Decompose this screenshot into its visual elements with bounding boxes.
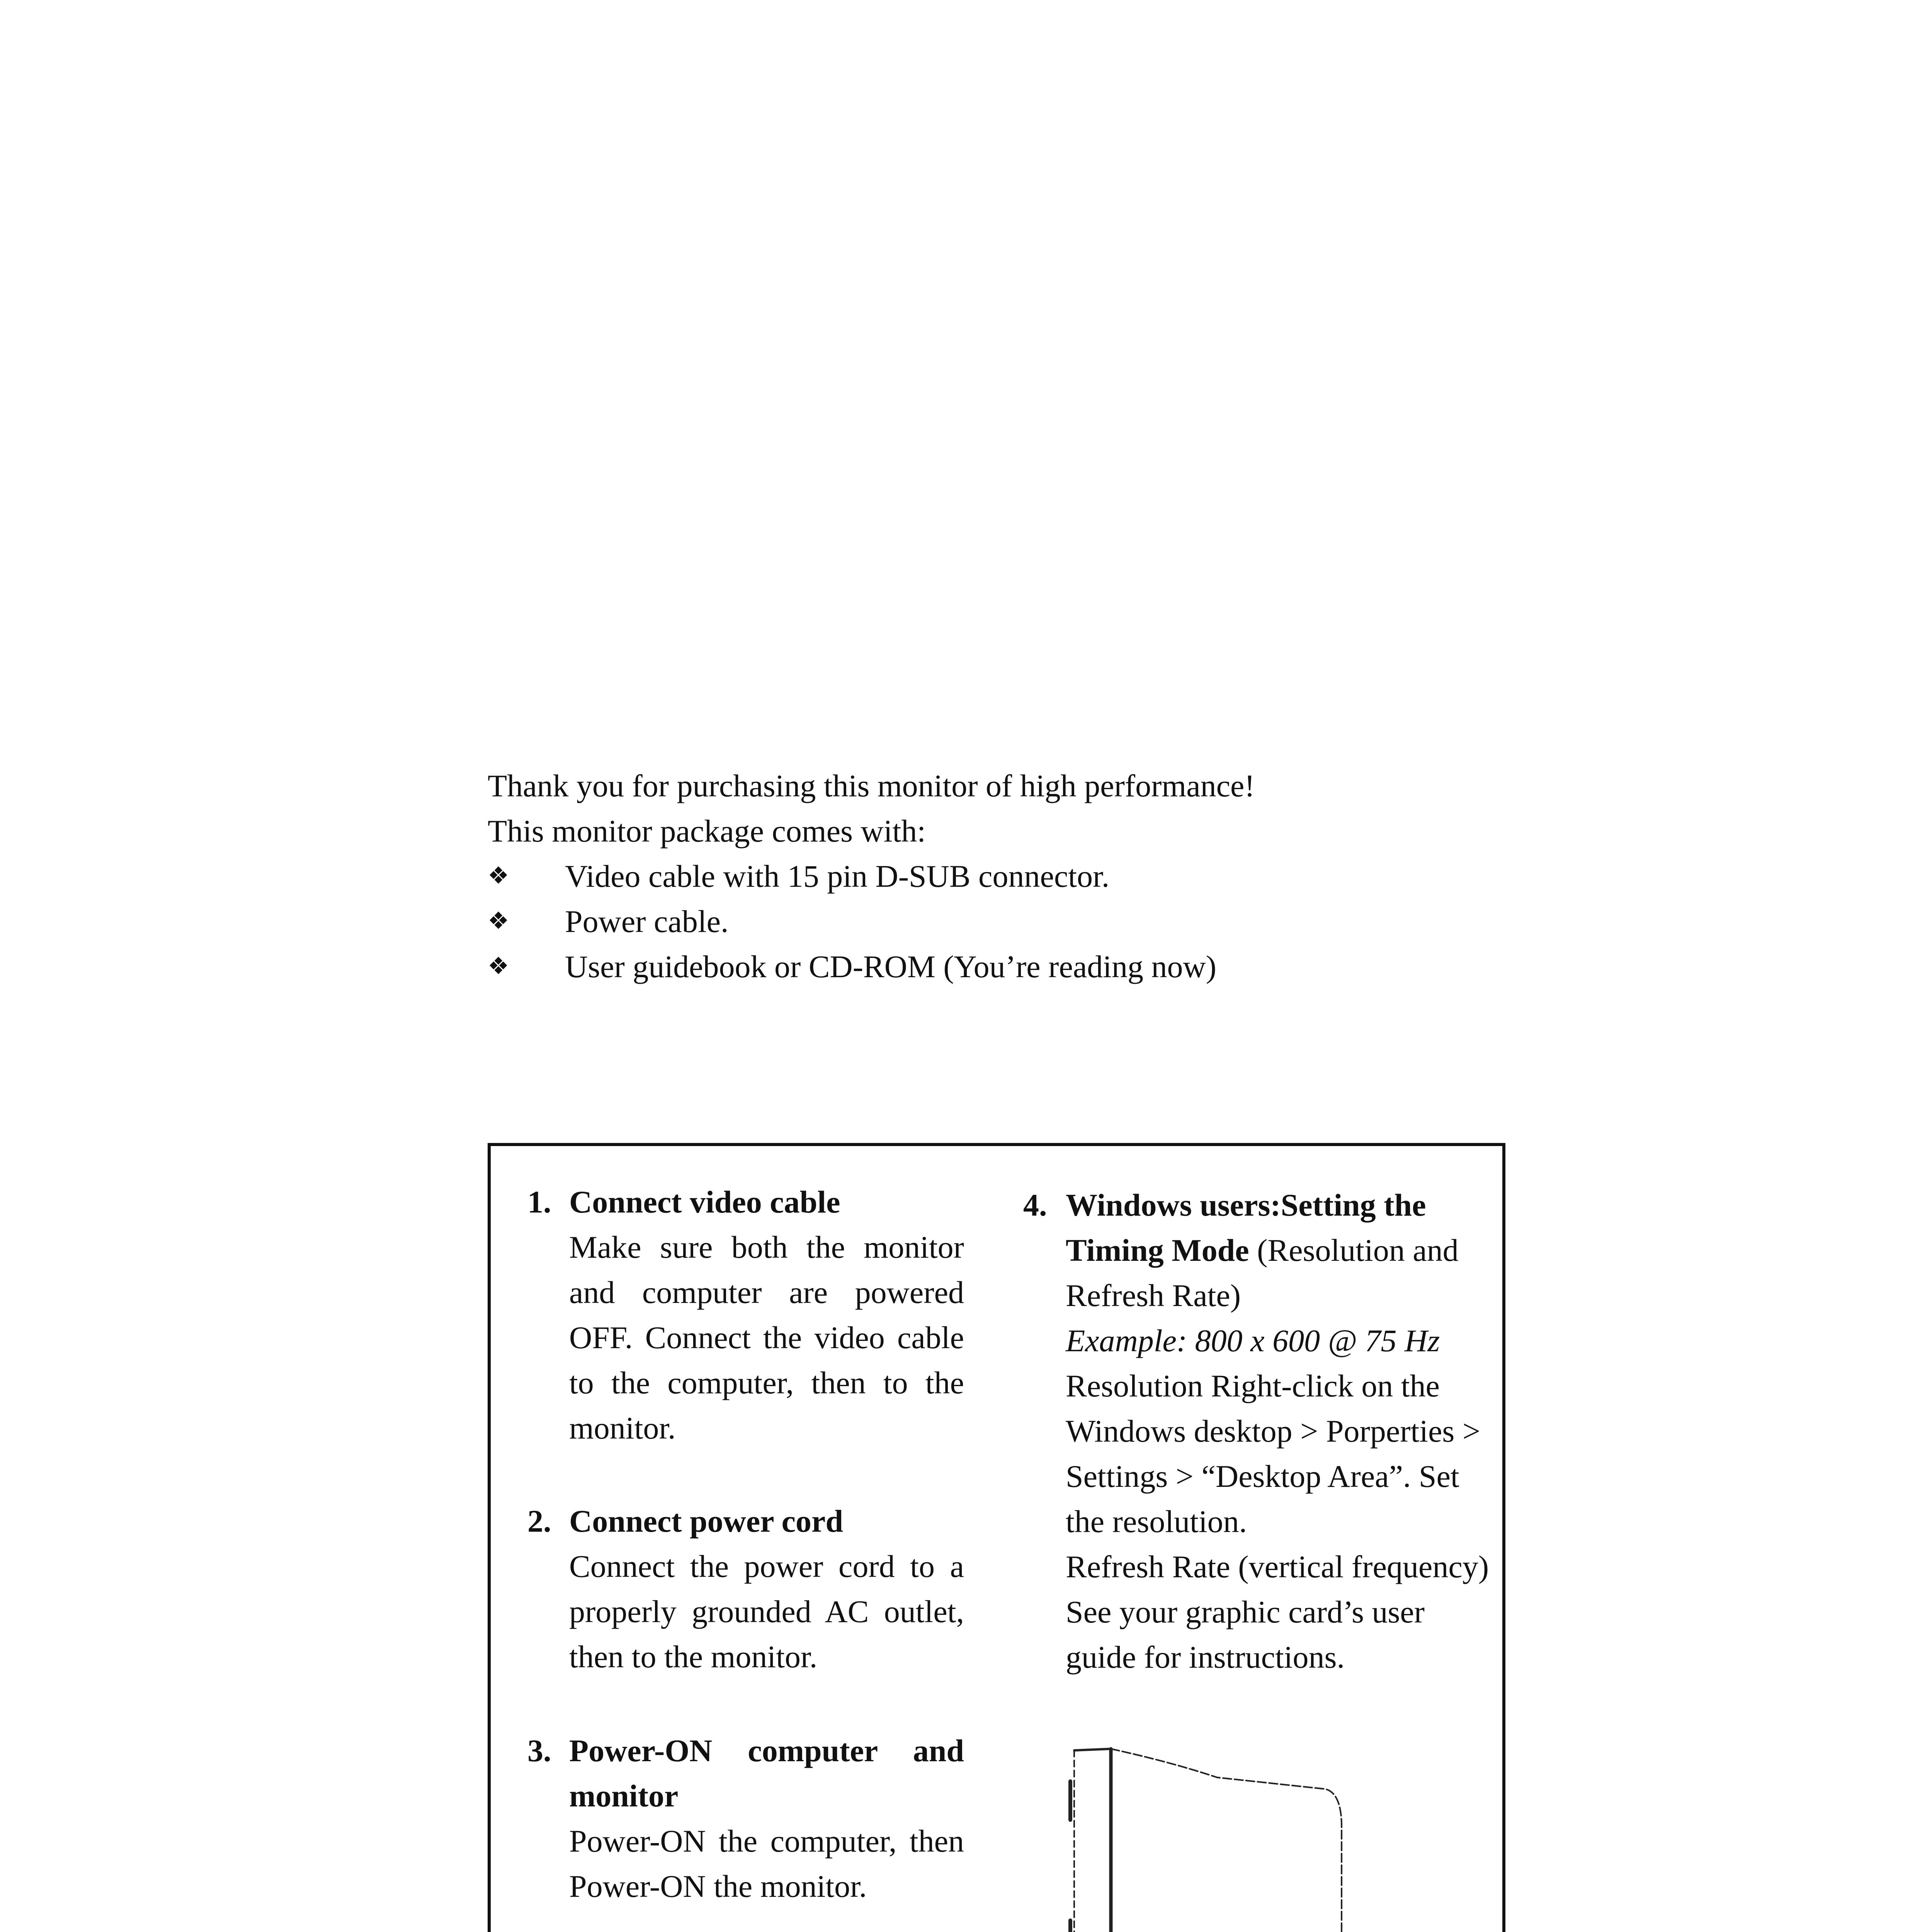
- refresh-line: See your graphic card’s user: [1066, 1594, 1425, 1629]
- bullet-diamond-icon: ❖: [488, 953, 509, 980]
- resolution-line: Settings > “Desktop Area”. Set: [1066, 1459, 1459, 1494]
- step-text: Power-ON the computer, then Power-ON the monitor.: [569, 1823, 964, 1904]
- resolution-line: the resolution.: [1066, 1504, 1247, 1539]
- step-2: [527, 1498, 964, 1679]
- step-title: Power-ON computer and monitor: [569, 1733, 964, 1813]
- package-item-text: User guidebook or CD-ROM (You’re reading now): [565, 949, 1217, 984]
- step-number: 2.: [527, 1503, 551, 1539]
- package-item: [488, 944, 1531, 989]
- resolution-line: Windows desktop > Porperties >: [1066, 1413, 1481, 1449]
- monitor-top-edge: [1074, 1749, 1111, 1750]
- step-title: Connect power cord: [569, 1503, 844, 1539]
- step-number: 1.: [527, 1184, 551, 1219]
- step-title-refresh: Refresh Rate): [1066, 1278, 1241, 1313]
- monitor-body-outline: [1111, 1749, 1342, 1932]
- step-title: Connect video cable: [569, 1184, 840, 1219]
- monitor-side-diagram: [1055, 1739, 1441, 1932]
- refresh-line: guide for instructions.: [1066, 1639, 1345, 1675]
- monitor-screen-face: [1074, 1750, 1111, 1932]
- package-item: [488, 899, 1531, 944]
- package-item: [488, 854, 1531, 899]
- step-text: Make sure both the monitor and computer are powered OFF. Connect the video cable to the computer, then to the monitor.: [569, 1230, 964, 1446]
- step-4: [1023, 1182, 1506, 1680]
- step-text: Connect the power cord to a properly grounded AC outlet, then to the monitor.: [569, 1549, 964, 1674]
- step-title-timing: Timing Mode: [1066, 1233, 1249, 1268]
- step-3: [527, 1728, 964, 1909]
- thanks-text: Thank you for purchasing this monitor of high performance!: [488, 768, 1255, 803]
- example-text: Example: 800 x 600 @ 75 Hz: [1066, 1323, 1440, 1358]
- resolution-line: Resolution Right-click on the: [1066, 1368, 1440, 1403]
- package-item-text: Video cable with 15 pin D-SUB connector.: [565, 859, 1110, 894]
- step-number: 4.: [1023, 1187, 1047, 1223]
- step-1: [527, 1179, 964, 1451]
- bullet-diamond-icon: ❖: [488, 908, 509, 934]
- step-title-rest: (Resolution and: [1249, 1233, 1459, 1268]
- refresh-line: Refresh Rate (vertical frequency): [1066, 1549, 1489, 1584]
- intro-section: [488, 763, 1531, 989]
- package-text: This monitor package comes with:: [488, 813, 926, 849]
- package-item-text: Power cable.: [565, 904, 729, 939]
- step-title: Windows users:Setting the: [1066, 1187, 1426, 1223]
- bullet-diamond-icon: ❖: [488, 863, 509, 889]
- step-number: 3.: [527, 1733, 551, 1768]
